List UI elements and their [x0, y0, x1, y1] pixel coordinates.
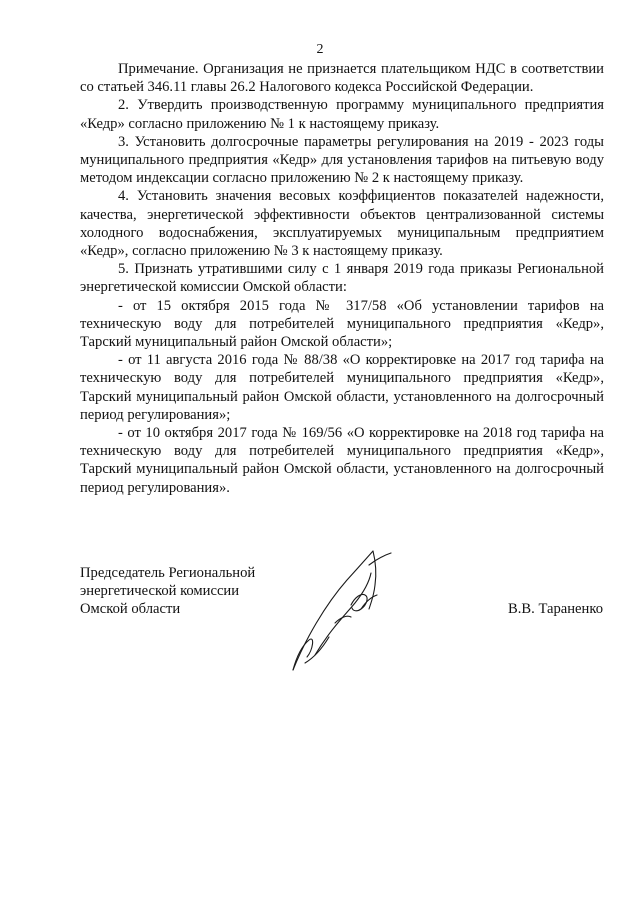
paragraph-note: Примечание. Организация не признается плательщиком НДС в соответствии со статьей 346.11 главы 26.2 Налогового кодекса Российской Федерации.: [80, 61, 604, 96]
paragraph-item-5: 5. Признать утратившими силу с 1 января 2019 года приказы Региональной энергетической комиссии Омской области:: [80, 261, 604, 296]
list-item-repealed-order-3: - от 10 октября 2017 года № 169/56 «О корректировке на 2018 год тарифа на техническую воду для потребителей муниципального предприятия «Кедр», Тарский муниципальный район Омской области, установленного на долгосрочный период регулирования».: [80, 425, 604, 496]
list-item-repealed-order-2: - от 11 августа 2016 года № 88/38 «О корректировке на 2017 год тарифа на техническую воду для потребителей муниципального предприятия «Кедр», Тарский муниципальный район Омской области, установленного на долгосрочный период регулирования»;: [80, 352, 604, 423]
handwritten-signature: [285, 545, 415, 675]
paragraph-item-3: 3. Установить долгосрочные параметры регулирования на 2019 - 2023 годы муниципального предприятия «Кедр» для установления тарифов на питьевую воду методом индексации согласно приложению № 2 к настоящему приказу.: [80, 133, 604, 187]
document-body: [80, 60, 604, 497]
list-item-repealed-order-1: - от 15 октября 2015 года № 317/58 «Об установлении тарифов на техническую воду для потребителей муниципального предприятия «Кедр», Тарский муниципальный район Омской области»;: [80, 297, 604, 351]
page-number: 2: [316, 42, 324, 57]
signatory-title-line: Председатель Региональной: [80, 565, 256, 581]
signatory-title-line: энергетической комиссии: [80, 583, 240, 600]
signatory-title: [80, 564, 255, 619]
paragraph-item-4: 4. Установить значения весовых коэффициентов показателей надежности, качества, энергетической эффективности объектов централизованной системы холодного водоснабжения, эксплуатируемых муниципальным предприятием «Кедр», согласно приложению № 3 к настоящему приказу.: [80, 188, 604, 260]
paragraph-item-2: 2. Утвердить производственную программу муниципального предприятия «Кедр» согласно приложению № 1 к настоящему приказу.: [80, 97, 604, 132]
signatory-name: В.В. Тараненко: [508, 601, 603, 617]
signatory-title-line: Омской области: [80, 601, 181, 618]
